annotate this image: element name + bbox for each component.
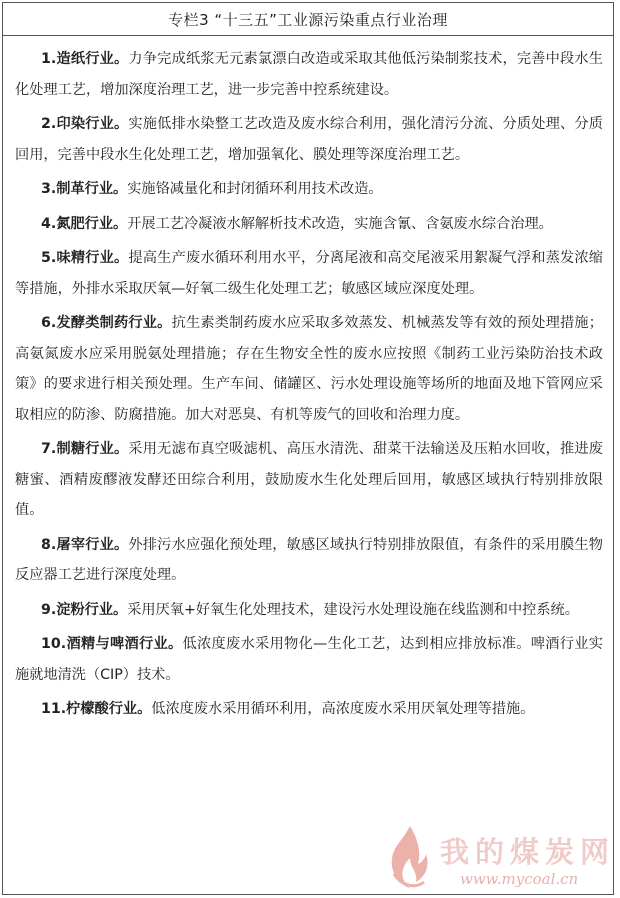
list-item [15, 629, 603, 690]
item-body: 采用无滤布真空吸滤机、高压水清洗、甜菜干法输送及压粕水回收，推进废糖蜜、酒精废醪液发酵还田综合利用，鼓励废水生化处理后回用，敏感区域执行特别排放限值。 [15, 441, 603, 518]
list-item [15, 434, 603, 526]
item-body: 外排污水应强化预处理，敏感区域执行特别排放限值，有条件的采用膜生物反应器工艺进行深度处理。 [15, 536, 603, 583]
item-heading: 6.发酵类制药行业。 [41, 315, 172, 331]
item-heading: 9.淀粉行业。 [41, 601, 128, 618]
item-heading: 1.造纸行业。 [41, 51, 129, 67]
item-heading: 5.味精行业。 [41, 250, 129, 266]
item-body: 力争完成纸浆无元素氯漂白改造或采取其他低污染制浆技术，完善中段水生化处理工艺，增加深度治理工艺，进一步完善中控系统建设。 [15, 51, 603, 98]
list-item [15, 209, 603, 240]
table-title: 专栏3 “十三五”工业源污染重点行业治理 [3, 3, 613, 36]
watermark-title: 我的煤炭网 [440, 835, 616, 869]
item-heading: 10.酒精与啤酒行业。 [41, 636, 183, 652]
list-item [15, 530, 603, 591]
item-heading: 11.柠檬酸行业。 [41, 701, 152, 717]
watermark-url: www.mycoal.cn [460, 870, 579, 888]
list-item [15, 174, 603, 205]
item-body: 低浓度废水采用循环利用，高浓度废水采用厌氧处理等措施。 [151, 701, 535, 717]
item-body: 实施低排水染整工艺改造及废水综合利用，强化清污分流、分质处理、分质回用，完善中段水生化处理工艺，增加强氧化、膜处理等深度治理工艺。 [15, 116, 603, 163]
item-list [3, 36, 613, 725]
list-item [15, 44, 603, 105]
item-body: 抗生素类制药废水应采取多效蒸发、机械蒸发等有效的预处理措施；高氨氮废水应采用脱氨处理措施；存在生物安全性的废水应按照《制药工业污染防治技术政策》的要求进行相关预处理。生产车间、储罐区、污水处理设施等场所的地面及地下管网应采取相应的防渗、防腐措施。加大对恶臭、有机等废气的回收和治理力度。 [15, 315, 603, 423]
list-item [15, 694, 603, 725]
item-heading: 8.屠宰行业。 [41, 536, 129, 553]
item-body: 采用厌氧+好氧生化处理技术，建设污水处理设施在线监测和中控系统。 [127, 601, 579, 618]
list-item [15, 243, 603, 304]
item-heading: 3.制革行业。 [41, 181, 128, 197]
list-item [15, 595, 603, 626]
list-item [15, 308, 603, 430]
policy-table [2, 2, 614, 895]
item-heading: 4.氮肥行业。 [41, 215, 128, 232]
item-heading: 2.印染行业。 [41, 116, 129, 132]
item-body: 实施铬减量化和封闭循环利用技术改造。 [127, 181, 383, 197]
list-item [15, 109, 603, 170]
item-body: 提高生产废水循环利用水平，分离尾液和高交尾液采用絮凝气浮和蒸发浓缩等措施，外排水采取厌氧—好氧二级生化处理工艺；敏感区域应深度处理。 [15, 250, 603, 297]
item-body: 开展工艺冷凝液水解解析技术改造，实施含氰、含氨废水综合治理。 [127, 215, 553, 232]
item-body: 低浓度废水采用物化—生化工艺，达到相应排放标准。啤酒行业实施就地清洗（CIP）技术。 [15, 636, 603, 683]
item-heading: 7.制糖行业。 [41, 441, 129, 457]
